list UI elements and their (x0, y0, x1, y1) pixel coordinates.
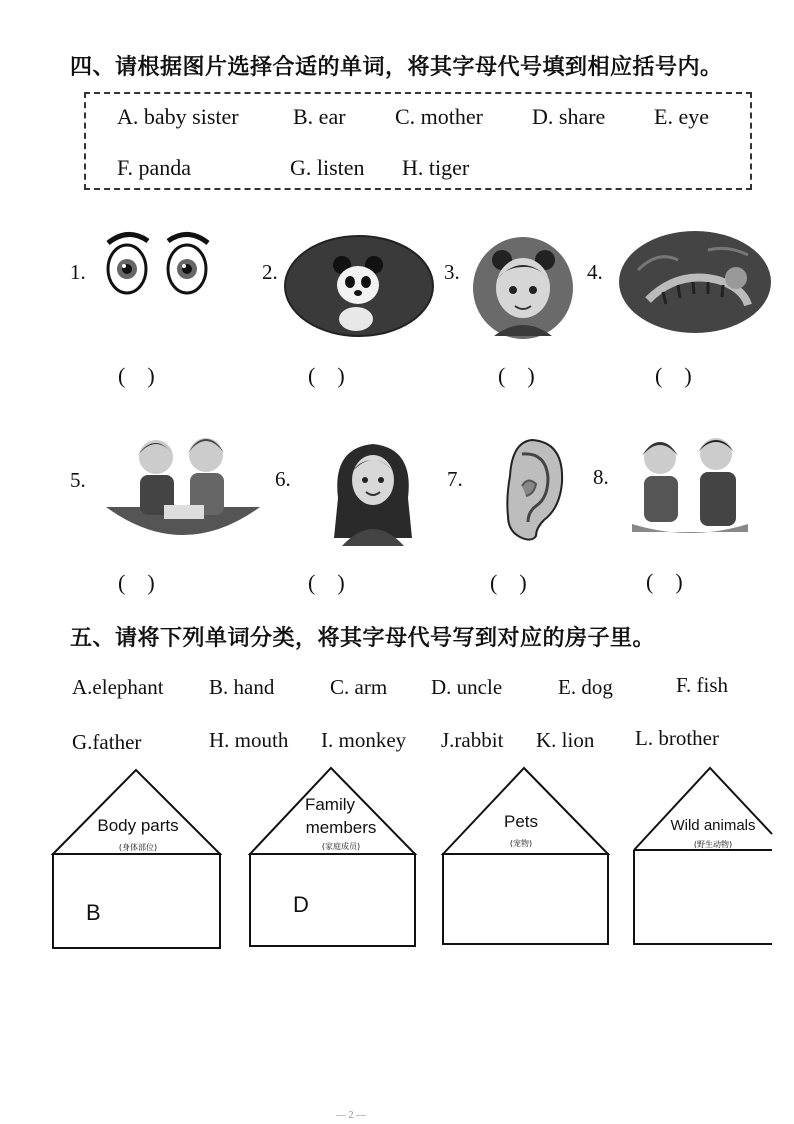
word-a: A.elephant (72, 675, 164, 699)
answer-blank-7[interactable]: ( ) (490, 570, 527, 595)
house-answer-family[interactable]: D (293, 892, 309, 917)
item-number-2: 2. (262, 260, 278, 284)
option-d: D. share (532, 104, 606, 129)
baby-sister-picture (472, 236, 574, 341)
word-e: E. dog (558, 675, 613, 699)
ear-picture (498, 436, 566, 542)
item-number-6: 6. (275, 467, 291, 491)
house-label-pets: Pets (503, 812, 539, 831)
word-i: I. monkey (321, 728, 407, 752)
house-sublabel-pets: (宠物) (509, 839, 533, 848)
item-number-4: 4. (587, 260, 603, 284)
item-number-7: 7. (447, 467, 463, 491)
house-answer-body-parts[interactable]: B (86, 900, 101, 925)
option-e: E. eye (654, 104, 709, 129)
item-number-8: 8. (593, 465, 609, 489)
answer-blank-1[interactable]: ( ) (118, 363, 155, 388)
section5-title: 五、请将下列单词分类，将其字母代号写到对应的房子里。 (70, 626, 656, 651)
house-label-family-line2: members (305, 818, 377, 837)
word-d: D. uncle (431, 675, 503, 699)
option-f: F. panda (117, 155, 192, 180)
answer-blank-5[interactable]: ( ) (118, 570, 155, 595)
item-number-1: 1. (70, 260, 86, 284)
answer-blank-8[interactable]: ( ) (646, 569, 683, 594)
mother-picture (328, 438, 418, 546)
word-h: H. mouth (209, 728, 289, 752)
word-b: B. hand (209, 675, 275, 699)
item-number-5: 5. (70, 468, 86, 492)
children-listening-picture (628, 432, 752, 538)
word-g: G.father (72, 730, 142, 754)
word-l: L. brother (635, 726, 719, 750)
house-label-family-line1: Family (304, 795, 356, 814)
option-b: B. ear (293, 104, 346, 129)
houses-drawing (0, 760, 794, 960)
house-label-wild-animals: Wild animals (670, 817, 756, 834)
option-a: A. baby sister (117, 104, 239, 129)
answer-blank-3[interactable]: ( ) (498, 363, 535, 388)
girls-sharing-picture (104, 427, 262, 545)
section4-title: 四、请根据图片选择合适的单词，将其字母代号填到相应括号内。 (70, 55, 723, 80)
answer-blank-2[interactable]: ( ) (308, 363, 345, 388)
word-j: J.rabbit (441, 728, 504, 752)
house-label-body-parts: Body parts (97, 816, 179, 835)
word-c: C. arm (330, 675, 388, 699)
answer-blank-6[interactable]: ( ) (308, 570, 345, 595)
word-k: K. lion (536, 728, 595, 752)
page-number: — 2 — (336, 1110, 366, 1121)
house-sublabel-wild-animals: (野生动物) (693, 840, 733, 849)
eyes-picture (100, 225, 215, 300)
house-sublabel-body-parts: (身体部位) (118, 843, 158, 852)
house-sublabel-family: (家庭成员) (321, 842, 361, 851)
word-f: F. fish (676, 673, 728, 697)
option-c: C. mother (395, 104, 483, 129)
option-h: H. tiger (402, 155, 470, 180)
tiger-picture (618, 230, 772, 334)
item-number-3: 3. (444, 260, 460, 284)
panda-picture (284, 235, 434, 337)
answer-blank-4[interactable]: ( ) (655, 363, 692, 388)
option-g: G. listen (290, 155, 365, 180)
